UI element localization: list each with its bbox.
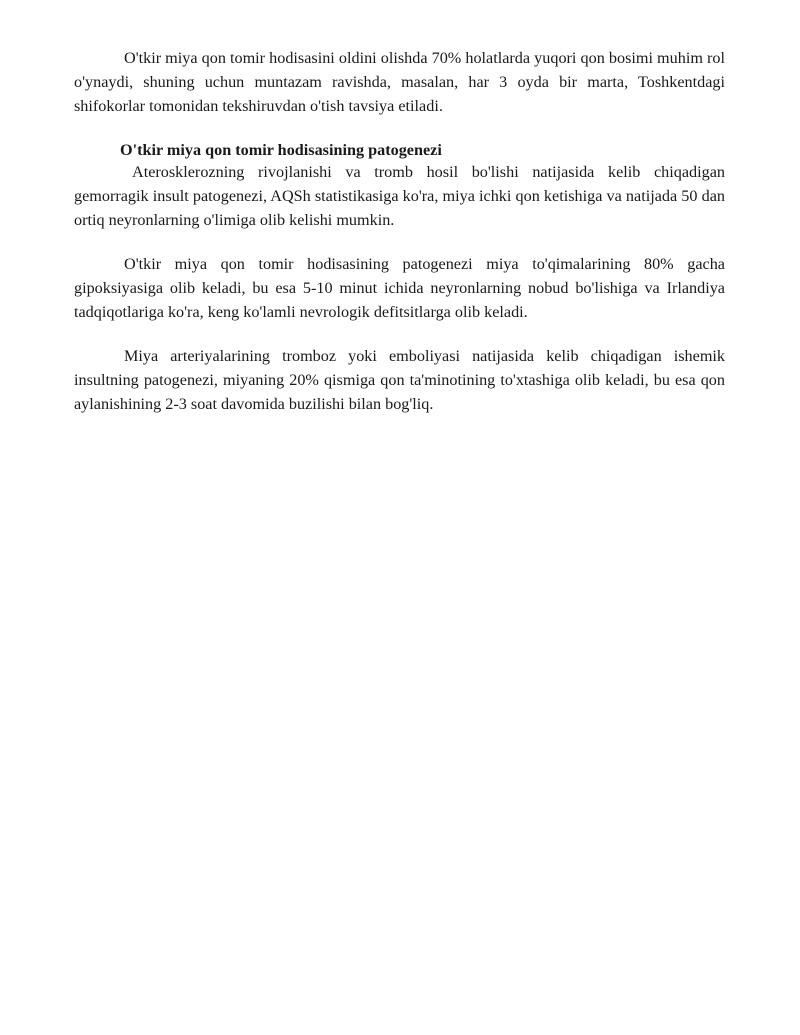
spacer	[74, 118, 725, 140]
paragraph-hemorrhagic-stroke: Aterosklerozning rivojlanishi va tromb hosil bo'lishi natijasida kelib chiqadigan gemorragik insult patogenezi, AQSh statistikasiga ko'ra, miya ichki qon ketishiga va natijada 50 dan ortiq neyronlarning o'limiga olib kelishi mumkin.	[74, 163, 725, 229]
paragraph-blood-pressure: O'tkir miya qon tomir hodisasini oldini olishda 70% holatlarda yuqori qon bosimi muhim rol o'ynaydi, shuning uchun muntazam ravishda, masalan, har 3 oyda bir marta, Toshkentdagi shifokorlar tomonidan tekshiruvdan o'tish tavsiya etiladi.	[74, 49, 725, 115]
spacer	[74, 232, 725, 252]
document-page	[74, 46, 725, 416]
section-heading: O'tkir miya qon tomir hodisasining patogenezi	[120, 141, 442, 159]
paragraph-hypoxia: O'tkir miya qon tomir hodisasining patogenezi miya to'qimalarining 80% gacha gipoksiyasiga olib keladi, bu esa 5-10 minut ichida neyronlarning nobud bo'lishiga va Irlandiya tadqiqotlariga ko'ra, keng ko'lamli nevrologik defitsitlarga olib keladi.	[74, 255, 725, 321]
paragraph-ischemic-stroke: Miya arteriyalarining tromboz yoki emboliyasi natijasida kelib chiqadigan ishemik insultning patogenezi, miyaning 20% qismiga qon ta'minotining to'xtashiga olib keladi, bu esa qon aylanishining 2-3 soat davomida buzilishi bilan bog'liq.	[74, 347, 725, 413]
spacer	[74, 324, 725, 344]
